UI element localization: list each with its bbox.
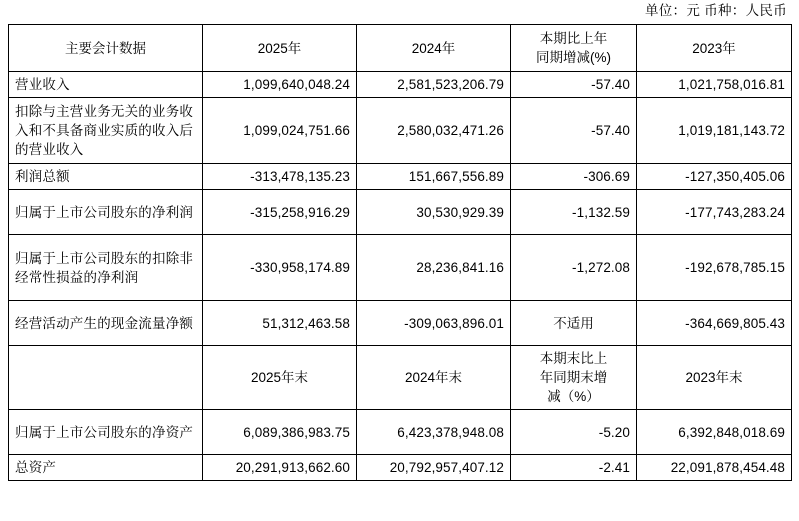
table-row [9, 455, 792, 481]
row-value-2023: 1,019,181,143.72 [637, 98, 792, 164]
row-value-change: -1,272.08 [511, 235, 637, 301]
row-label: 营业收入 [9, 72, 203, 98]
row-value-2025: 51,312,463.58 [203, 301, 357, 346]
unit-note: 单位：元 币种：人民币 [644, 3, 787, 18]
header-cell-metric: 主要会计数据 [9, 25, 203, 72]
row-value-2023: 1,021,758,016.81 [637, 72, 792, 98]
row-value-2024: 20,792,957,407.12 [357, 455, 511, 481]
table-subheader-row [9, 346, 792, 410]
header-change-line2: 同期增减(%) [536, 50, 611, 65]
subheader-cell-2024: 2024年末 [357, 346, 511, 410]
row-value-2024: 6,423,378,948.08 [357, 410, 511, 455]
header-cell-2024: 2024年 [357, 25, 511, 72]
row-value-change: 不适用 [511, 301, 637, 346]
financial-summary-table [8, 24, 792, 481]
subheader-cell-2023: 2023年末 [637, 346, 792, 410]
row-value-2024: 30,530,929.39 [357, 190, 511, 235]
row-label: 归属于上市公司股东的净资产 [9, 410, 203, 455]
table-row [9, 98, 792, 164]
header-cell-change [511, 25, 637, 72]
table-row [9, 164, 792, 190]
row-value-2025: 1,099,640,048.24 [203, 72, 357, 98]
row-label: 总资产 [9, 455, 203, 481]
row-label: 经营活动产生的现金流量净额 [9, 301, 203, 346]
subheader-change-line1: 本期末比上 [539, 351, 608, 366]
row-value-2023: 6,392,848,018.69 [637, 410, 792, 455]
header-cell-2025: 2025年 [203, 25, 357, 72]
row-value-2023: -364,669,805.43 [637, 301, 792, 346]
row-value-change: -5.20 [511, 410, 637, 455]
table-row [9, 235, 792, 301]
row-value-2023: -127,350,405.06 [637, 164, 792, 190]
header-cell-2023: 2023年 [637, 25, 792, 72]
row-value-2023: -192,678,785.15 [637, 235, 792, 301]
row-value-2025: -315,258,916.29 [203, 190, 357, 235]
subheader-change-line2: 年同期末增 [539, 370, 608, 385]
row-value-2025: 6,089,386,983.75 [203, 410, 357, 455]
table-row [9, 410, 792, 455]
row-value-2024: 28,236,841.16 [357, 235, 511, 301]
row-value-2023: 22,091,878,454.48 [637, 455, 792, 481]
row-value-change: -306.69 [511, 164, 637, 190]
row-value-change: -57.40 [511, 72, 637, 98]
row-label: 利润总额 [9, 164, 203, 190]
row-value-2023: -177,743,283.24 [637, 190, 792, 235]
subheader-change-line3: 减（%） [547, 389, 600, 404]
row-value-change: -57.40 [511, 98, 637, 164]
header-change-line1: 本期比上年 [539, 31, 608, 46]
table-row [9, 301, 792, 346]
table-row [9, 190, 792, 235]
row-value-change: -1,132.59 [511, 190, 637, 235]
row-label: 归属于上市公司股东的扣除非经常性损益的净利润 [9, 235, 203, 301]
row-label: 归属于上市公司股东的净利润 [9, 190, 203, 235]
row-value-2024: 2,581,523,206.79 [357, 72, 511, 98]
row-value-2025: -313,478,135.23 [203, 164, 357, 190]
row-value-change: -2.41 [511, 455, 637, 481]
row-value-2025: 20,291,913,662.60 [203, 455, 357, 481]
subheader-cell-blank [9, 346, 203, 410]
row-label: 扣除与主营业务无关的业务收入和不具备商业实质的收入后的营业收入 [9, 98, 203, 164]
subheader-cell-2025: 2025年末 [203, 346, 357, 410]
table-header-row [9, 25, 792, 72]
row-value-2024: 2,580,032,471.26 [357, 98, 511, 164]
row-value-2025: -330,958,174.89 [203, 235, 357, 301]
row-value-2025: 1,099,024,751.66 [203, 98, 357, 164]
row-value-2024: 151,667,556.89 [357, 164, 511, 190]
row-value-2024: -309,063,896.01 [357, 301, 511, 346]
table-row [9, 72, 792, 98]
subheader-cell-change [511, 346, 637, 410]
